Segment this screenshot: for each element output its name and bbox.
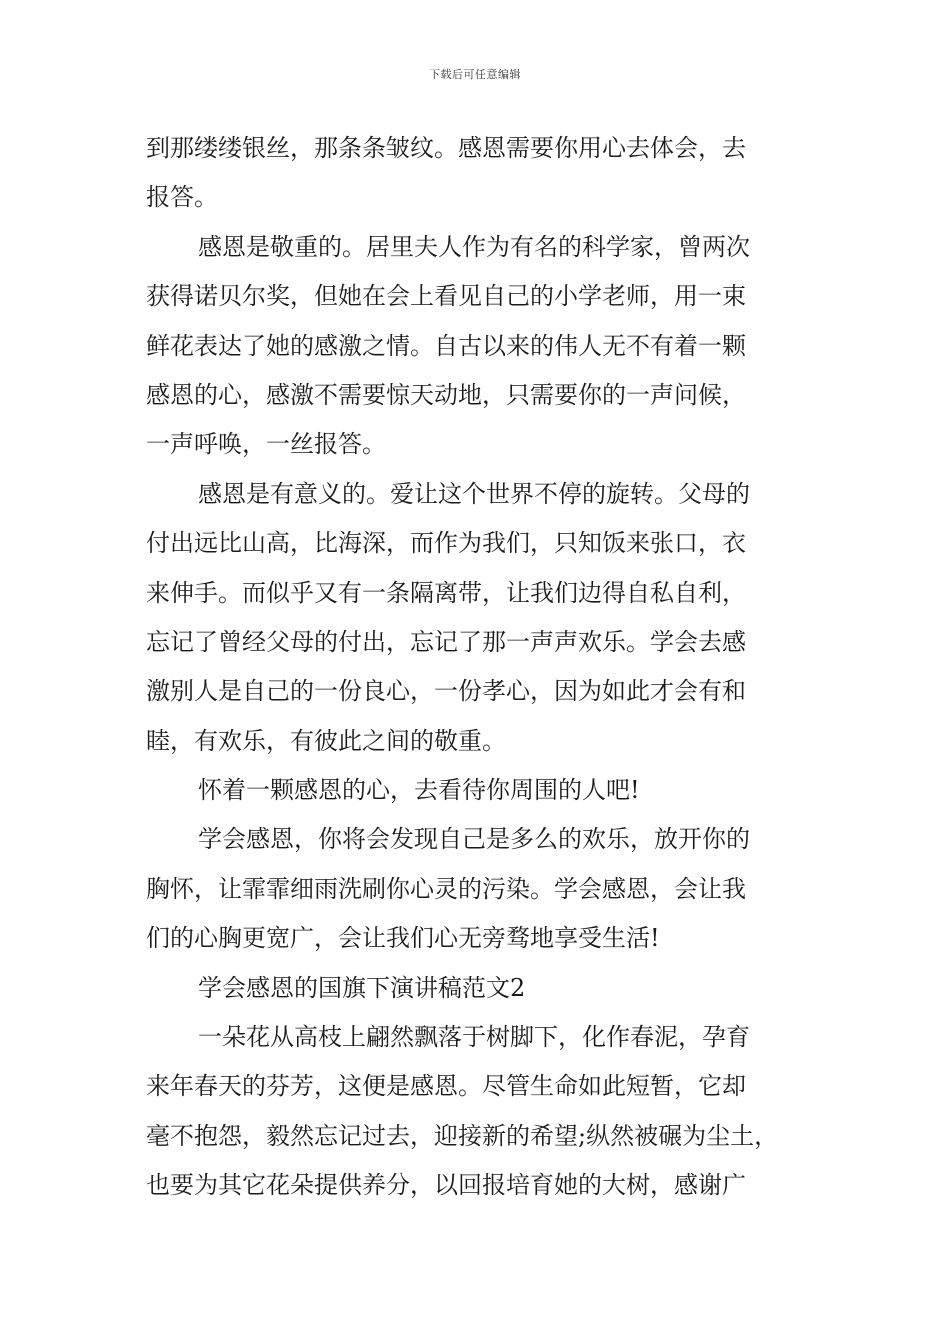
text-line: 到那缕缕银丝，那条条皱纹。感恩需要你用心去体会，去 <box>146 134 746 162</box>
text-line: 胸怀，让霏霏细雨洗刷你心灵的污染。学会感恩，会让我 <box>146 874 746 903</box>
section-heading: 学会感恩的国旗下演讲稿范文2 <box>198 973 526 1002</box>
text-line: 们的心胸更宽广，会让我们心无旁骛地享受生活! <box>146 924 660 953</box>
text-line: 报答。 <box>146 183 218 212</box>
text-line: 感恩的心，感激不需要惊天动地，只需要你的一声问候， <box>146 380 746 409</box>
body-text <box>146 124 826 1211</box>
text-line: 一声呼唤，一丝报答。 <box>146 430 386 459</box>
text-line: 来年春天的芬芳，这便是感恩。尽管生命如此短暂，它却 <box>146 1072 746 1101</box>
text-line: 毫不抱怨，毅然忘记过去，迎接新的希望;纵然被碾为尘土， <box>146 1121 779 1150</box>
text-line: 感恩是有意义的。爱让这个世界不停的旋转。父母的 <box>198 479 750 508</box>
text-line: 也要为其它花朵提供养分，以回报培育她的大树，感谢广 <box>146 1171 746 1200</box>
text-line: 睦，有欢乐，有彼此之间的敬重。 <box>146 726 506 755</box>
text-line: 一朵花从高枝上翩然飘落于树脚下，化作春泥，孕育 <box>198 1023 750 1052</box>
text-line: 鲜花表达了她的感激之情。自古以来的伟人无不有着一颗 <box>146 331 746 360</box>
text-line: 学会感恩，你将会发现自己是多么的欢乐，放开你的 <box>198 825 750 854</box>
text-line: 来伸手。而似乎又有一条隔离带，让我们边得自私自利， <box>146 578 746 607</box>
text-line: 付出远比山高，比海深，而作为我们，只知饭来张口，衣 <box>146 529 746 558</box>
text-line: 忘记了曾经父母的付出，忘记了那一声声欢乐。学会去感 <box>146 627 746 656</box>
text-line: 获得诺贝尔奖，但她在会上看见自己的小学老师，用一束 <box>146 282 746 311</box>
header-note: 下载后可任意编辑 <box>429 68 521 81</box>
text-line: 怀着一颗感恩的心，去看待你周围的人吧! <box>198 776 640 805</box>
text-line: 激别人是自己的一份良心，一份孝心，因为如此才会有和 <box>146 677 746 706</box>
text-line: 感恩是敬重的。居里夫人作为有名的科学家，曾两次 <box>198 232 750 261</box>
